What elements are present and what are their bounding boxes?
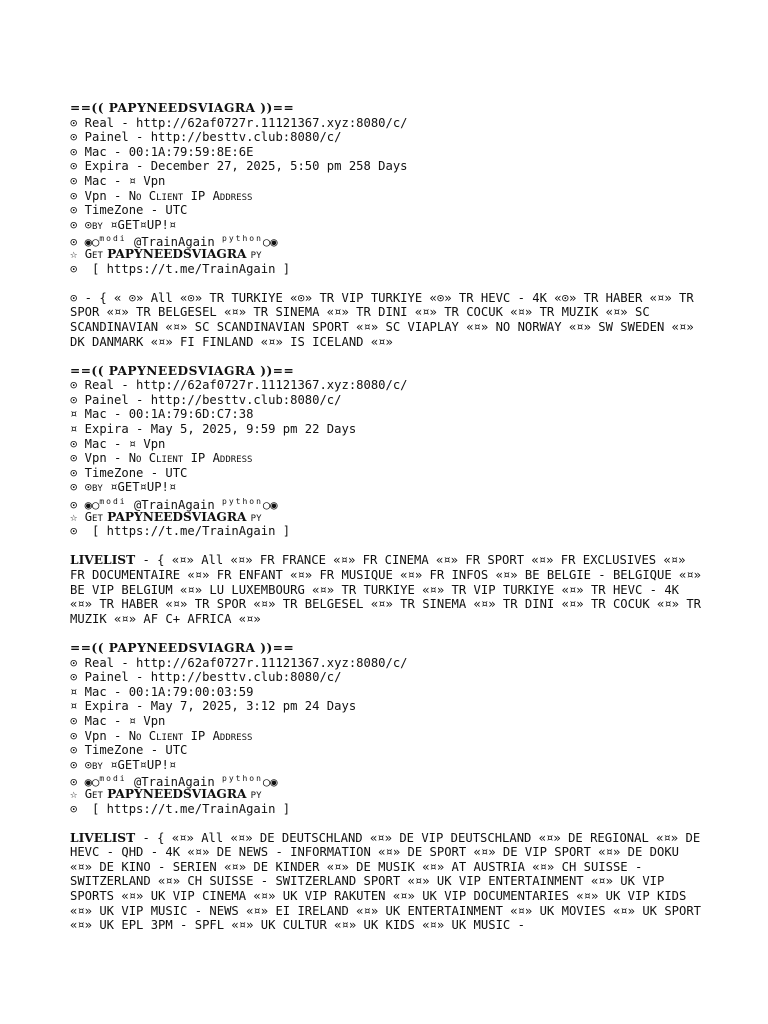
by-suffix: ¤GET¤UP!¤ <box>102 757 177 772</box>
by-word: by <box>92 480 103 495</box>
block-header: ==(( PAPYNEEDSVIAGRA ))== <box>70 363 295 378</box>
modi-prefix: ⊙ ◉○ <box>70 498 100 513</box>
by-prefix: ⊙ ⊙ <box>70 757 93 772</box>
by-word: by <box>92 217 103 232</box>
modi-prefix: ⊙ ◉○ <box>70 235 100 250</box>
account-block <box>70 641 706 933</box>
vpn-label: ⊙ Vpn - <box>70 451 129 466</box>
modi-line <box>70 772 706 790</box>
get-word: Get <box>84 786 103 801</box>
mac-vpn-line: ⊙ Mac - ¤ Vpn <box>70 713 166 728</box>
telegram-link-line: ⊙ [ https://t.me/TrainAgain ] <box>70 801 291 816</box>
block-header: ==(( PAPYNEEDSVIAGRA ))== <box>70 101 295 115</box>
get-name: PAPYNEEDSVIAGRA <box>102 509 251 524</box>
by-line <box>70 758 706 773</box>
modi-word: modi <box>99 497 127 507</box>
by-line <box>70 218 706 233</box>
modi-suffix: ○◉ <box>262 235 278 250</box>
vpn-label: ⊙ Vpn - <box>70 188 129 203</box>
timezone-line: ⊙ TimeZone - UTC <box>70 743 188 758</box>
by-word: by <box>92 757 103 772</box>
mac-vpn-line: ⊙ Mac - ¤ Vpn <box>70 173 166 188</box>
vpn-value: No Client IP Address <box>128 728 253 743</box>
modi-line <box>70 232 706 250</box>
account-block <box>70 364 706 627</box>
by-line <box>70 480 706 495</box>
telegram-link-line: ⊙ [ https://t.me/TrainAgain ] <box>70 524 291 539</box>
by-suffix: ¤GET¤UP!¤ <box>102 480 177 495</box>
panel-url-line: ⊙ Painel - http://besttv.club:8080/c/ <box>70 670 342 685</box>
get-line <box>70 247 706 262</box>
modi-word: modi <box>99 234 127 244</box>
channel-list-text: - { «¤» All «¤» FR FRANCE «¤» FR CINEMA «¤» FR SPORT «¤» FR EXCLUSIVES «¤» FR DOCUMENTAIRE «¤» FR ENFANT «¤» FR MUSIQUE «¤» FR INFOS «¤» BE BELGIE - BELGIQUE «¤» BE VIP BELGIUM «¤» LU LUXEMBOURG «¤» TR TURKIYE «¤» TR VIP TURKIYE «¤» TR HEVC - 4K «¤» TR HABER «¤» TR SPOR «¤» TR BELGESEL «¤» TR SINEMA «¤» TR DINI «¤» TR COCUK «¤» TR MUZIK «¤» AF C+ AFRICA «¤» <box>70 553 702 626</box>
channel-list-text: ⊙ - { « ⊙» All «⊙» TR TURKIYE «⊙» TR VIP TURKIYE «⊙» TR HEVC - 4K «⊙» TR HABER «¤» TR SPOR «¤» TR BELGESEL «¤» TR SINEMA «¤» TR DINI «¤» TR COCUK «¤» TR MUZIK «¤» SC SCANDINAVIAN «¤» SC SCANDINAVIAN SPORT «¤» SC VIAPLAY «¤» NO NORWAY «¤» SW SWEDEN «¤» DK DANMARK «¤» FI FINLAND «¤» IS ICELAND «¤» <box>70 290 694 349</box>
get-py: py <box>250 786 262 801</box>
real-url-line: ⊙ Real - http://62af0727r.11121367.xyz:8080/c/ <box>70 378 408 393</box>
star-icon: ☆ <box>70 509 85 524</box>
expiry-line: ¤ Expira - May 5, 2025, 9:59 pm 22 Days <box>70 422 357 437</box>
expiry-line: ¤ Expira - May 7, 2025, 3:12 pm 24 Days <box>70 699 357 714</box>
by-prefix: ⊙ ⊙ <box>70 217 93 232</box>
modi-handle: @TrainAgain <box>126 235 223 250</box>
get-py: py <box>250 246 262 261</box>
modi-handle: @TrainAgain <box>126 775 223 790</box>
channel-list <box>70 553 706 626</box>
expiry-line: ⊙ Expira - December 27, 2025, 5:50 pm 258 Days <box>70 159 408 174</box>
vpn-value: No Client IP Address <box>128 451 253 466</box>
modi-line <box>70 495 706 513</box>
document-page <box>70 101 706 933</box>
vpn-line <box>70 451 706 466</box>
channel-list-text: - { «¤» All «¤» DE DEUTSCHLAND «¤» DE VIP DEUTSCHLAND «¤» DE REGIONAL «¤» DE HEVC - QHD - 4K «¤» DE NEWS - INFORMATION «¤» DE SPORT «¤» DE VIP SPORT «¤» DE DOKU «¤» DE KINO - SERIEN «¤» DE KINDER «¤» DE MUSIK «¤» AT AUSTRIA «¤» CH SUISSE - SWITZERLAND «¤» CH SUISSE - SWITZERLAND SPORT «¤» UK VIP ENTERTAINMENT «¤» UK VIP SPORTS «¤» UK VIP CINEMA «¤» UK VIP RAKUTEN «¤» UK VIP DOCUMENTARIES «¤» UK VIP KIDS «¤» UK VIP MUSIC - NEWS «¤» EI IRELAND «¤» UK ENTERTAINMENT «¤» UK MOVIES «¤» UK SPORT «¤» UK EPL 3PM - SPFL «¤» UK CULTUR «¤» UK KIDS «¤» UK MUSIC - <box>70 830 702 933</box>
star-icon: ☆ <box>70 786 85 801</box>
panel-url-line: ⊙ Painel - http://besttv.club:8080/c/ <box>70 392 342 407</box>
panel-url-line: ⊙ Painel - http://besttv.club:8080/c/ <box>70 130 342 145</box>
vpn-line <box>70 729 706 744</box>
livelist-label: LIVELIST <box>70 830 136 845</box>
modi-python: python <box>222 497 263 507</box>
get-py: py <box>250 509 262 524</box>
vpn-value: No Client IP Address <box>128 188 253 203</box>
livelist-label: LIVELIST <box>70 553 136 568</box>
modi-word: modi <box>99 774 127 784</box>
modi-python: python <box>222 234 263 244</box>
timezone-line: ⊙ TimeZone - UTC <box>70 203 188 218</box>
modi-python: python <box>222 774 263 784</box>
vpn-label: ⊙ Vpn - <box>70 728 129 743</box>
get-word: Get <box>84 509 103 524</box>
channel-list <box>70 831 706 933</box>
telegram-link-line: ⊙ [ https://t.me/TrainAgain ] <box>70 261 291 276</box>
channel-list <box>70 291 706 349</box>
get-word: Get <box>84 246 103 261</box>
mac-vpn-line: ⊙ Mac - ¤ Vpn <box>70 436 166 451</box>
get-name: PAPYNEEDSVIAGRA <box>102 246 251 261</box>
mac-line: ¤ Mac - 00:1A:79:6D:C7:38 <box>70 407 254 422</box>
real-url-line: ⊙ Real - http://62af0727r.11121367.xyz:8080/c/ <box>70 115 408 130</box>
modi-suffix: ○◉ <box>262 498 278 513</box>
modi-prefix: ⊙ ◉○ <box>70 775 100 790</box>
block-header: ==(( PAPYNEEDSVIAGRA ))== <box>70 640 295 655</box>
get-name: PAPYNEEDSVIAGRA <box>102 786 251 801</box>
get-line <box>70 787 706 802</box>
star-icon: ☆ <box>70 246 85 261</box>
mac-line: ¤ Mac - 00:1A:79:00:03:59 <box>70 684 254 699</box>
vpn-line <box>70 189 706 204</box>
real-url-line: ⊙ Real - http://62af0727r.11121367.xyz:8080/c/ <box>70 655 408 670</box>
mac-line: ⊙ Mac - 00:1A:79:59:8E:6E <box>70 144 254 159</box>
get-line <box>70 510 706 525</box>
by-prefix: ⊙ ⊙ <box>70 480 93 495</box>
modi-suffix: ○◉ <box>262 775 278 790</box>
timezone-line: ⊙ TimeZone - UTC <box>70 465 188 480</box>
account-block <box>70 101 706 349</box>
by-suffix: ¤GET¤UP!¤ <box>102 217 177 232</box>
modi-handle: @TrainAgain <box>126 498 223 513</box>
